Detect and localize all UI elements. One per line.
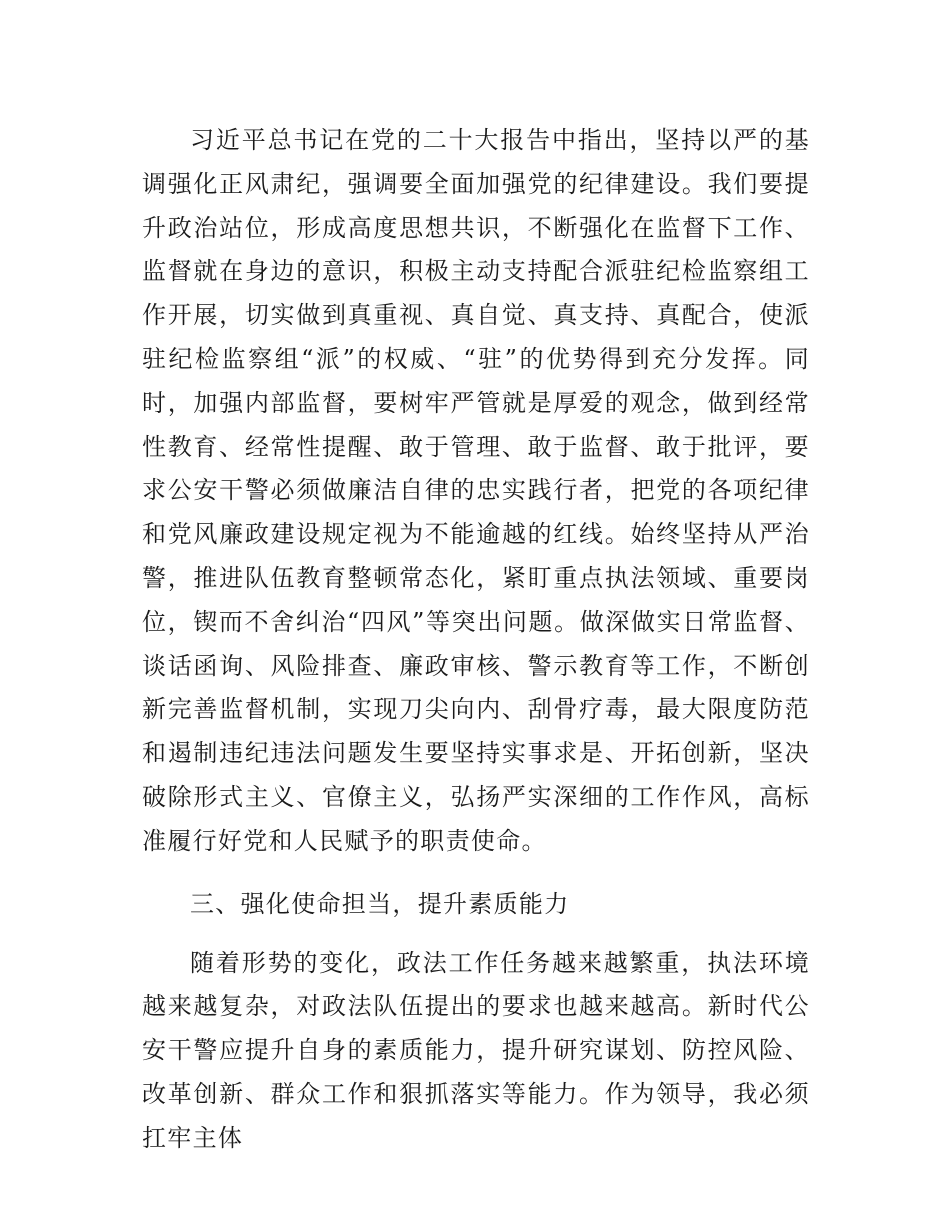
body-paragraph-capability: 随着形势的变化，政法工作任务越来越繁重，执法环境越来越复杂，对政法队伍提出的要求也越来越高。新时代公安干警应提升自身的素质能力，提升研究谋划、防控风险、改革创新、群众工作和狠抓落实等能力。作为领导，我必须扛牢主体 [142, 948, 810, 1152]
section-heading: 三、强化使命担当，提升素质能力 [190, 889, 570, 918]
body-paragraph-discipline: 习近平总书记在党的二十大报告中指出，坚持以严的基调强化正风肃纪，强调要全面加强党的纪律建设。我们要提升政治站位，形成高度思想共识，不断强化在监督下工作、监督就在身边的意识，积极主动支持配合派驻纪检监察组工作开展，切实做到真重视、真自觉、真支持、真配合，使派驻纪检监察组“派”的权威、“驻”的优势得到充分发挥。同时，加强内部监督，要树牢严管就是厚爱的观念，做到经常性教育、经常性提醒、敢于管理、敢于监督、敢于批评，要求公安干警必须做廉洁自律的忠实践行者，把党的各项纪律和党风廉政建设规定视为不能逾越的红线。始终坚持从严治警，推进队伍教育整顿常态化，紧盯重点执法领域、重要岗位，锲而不舍纠治“四风”等突出问题。做深做实日常监督、谈话函询、风险排查、廉政审核、警示教育等工作，不断创新完善监督机制，实现刀尖向内、刮骨疗毒，最大限度防范和遏制违纪违法问题发生要坚持实事求是、开拓创新，坚决破除形式主义、官僚主义，弘扬严实深细的工作作风，高标准履行好党和人民赋予的职责使命。 [142, 126, 810, 855]
document-body [142, 119, 810, 1161]
